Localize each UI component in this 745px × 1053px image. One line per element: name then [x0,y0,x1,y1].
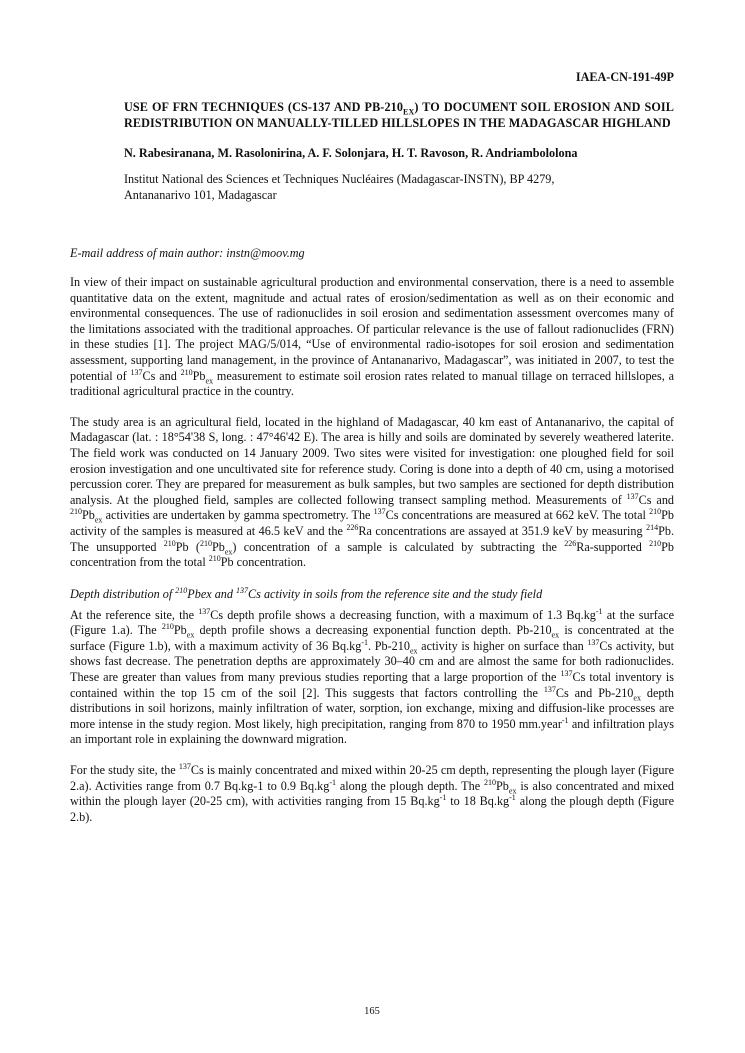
title-block [124,100,674,203]
paragraph-introduction: In view of their impact on sustainable agricultural production and environmental conservation, there is a need to assemble quantitative data on the extent, magnitude and actual rates of erosion/sedimentation as well as on their economic and environmental consequences. The use of radionuclides in soil erosion and sedimentation assessment overcomes many of the limitations associated with the traditional approaches. Of particular relevance is the use of fallout radionuclides (FRN) in these studies [1]. The project MAG/5/014, “Use of environmental radio-isotopes for soil erosion and sedimentation assessment, supporting land management, in the province of Antananarivo, Madagascar”, was initiated in 2007, to test the potential of $^{137}$Cs and $^{210}Pb_{ex}$ measurement to estimate soil erosion rates related to manual tillage on terraced hillslopes, a traditional agricultural practice in the country. [70,275,674,399]
paper-id: IAEA-CN-191-49P [575,70,674,84]
paragraph-study-area: The study area is an agricultural field, located in the highland of Madagascar, 40 km east of Antananarivo, the capital of Madagascar (lat. : 18°54'38 S, long. : 47°46'42 E). The area is hilly and soils are dominated by severely weathered laterite. The field work was conducted on 14 January 2009. Two sites were visited for investigation: one ploughed field for soil erosion investigation and one uncultivated site for reference study. Coring is done into a depth of 40 cm, using a motorised percussion corer. They are prepared for measurement as bulk samples, but two samples are sectioned for depth distribution analysis. At the ploughed field, samples are collected following transect sampling method. Measurements of $^{137}$Cs and $^{210}Pb_{ex}$ activities are undertaken by gamma spectrometry. The $^{137}$Cs concentrations are measured at 662 keV. The total $^{210}$Pb activity of the samples is measured at 46.5 keV and the $^{226}$Ra concentrations are assayed at 351.9 keV by measuring $^{214}$Pb. The unsupported $^{210}$Pb $(^{210}Pb_{ex})$ concentration of a sample is calculated by subtracting the $^{226}$Ra-supported $^{210}$Pb concentration from the total $^{210}$Pb concentration. [70,414,675,570]
section-heading: Depth distribution of $^{210}$Pbex and $^{137}$Cs activity in soils from the reference site and the study field [70,585,543,601]
page-number: 165 [364,1006,380,1017]
paper-title: USE OF FRN TECHNIQUES (CS-137 AND $PB-210_{EX}$) TO DOCUMENT SOIL EROSION AND SOIL REDISTRIBUTION ON MANUALLY-TILLED HILLSLOPES IN THE MADAGASCAR HIGHLAND [124,100,674,130]
author-email: E-mail address of main author: instn@moov.mg [70,246,305,260]
paper-page [70,0,674,1053]
paragraph-reference-site: At the reference site, the $^{137}$Cs depth profile shows a decreasing function, with a maximum of 1.3 $Bq.kg^{-1}$ at the surface (Figure 1.a). The $^{210}Pb_{ex}$ depth profile shows a decreasing exponential function depth. $Pb-210_{ex}$ is concentrated at the surface (Figure 1.b), with a maximum activity of 36 $Bq.kg^{-1}$. $Pb-210_{ex}$ activity is higher on surface than $^{137}$Cs activity, but shows fast decrease. The penetration depths are approximately 30–40 cm and are almost the same for both radionuclides. These are greater than values from many previous studies reporting that a large proportion of the $^{137}$Cs total inventory is contained within the top 15 cm of the soil [2]. This suggests that factors controlling the $^{137}$Cs and $Pb-210_{ex}$ depth distributions in soil horizons, mainly infiltration of water, sorption, ion exchange, mixing and diffusion-like processes are more intense in the study region. Most likely, high precipitation, ranging from 870 to 1950 mm.year$^{-1}$ and infiltration plays an important role in explaining the downward migration. [70,606,675,747]
body-text [70,275,674,840]
affiliation: Institut National des Sciences et Techniques Nucléaires (Madagascar-INSTN), BP 4279, Antananarivo 101, Madagascar [124,172,555,202]
author-list: N. Rabesiranana, M. Rasolonirina, A. F. Solonjara, H. T. Ravoson, R. Andriambololona [124,146,578,160]
paragraph-study-site: For the study site, the $^{137}$Cs is mainly concentrated and mixed within 20-25 cm depth, representing the plough layer (Figure 2.a). Activities range from 0.7 Bq.kg-1 to 0.9 $Bq.kg^{-1}$ along the plough depth. The $^{210}Pb_{ex}$ is also concentrated and mixed within the plough layer (20-25 cm), with activities ranging from 15 $Bq.kg^{-1}$ to 18 $Bq.kg^{-1}$ along the plough depth (Figure 2.b). [70,761,675,824]
